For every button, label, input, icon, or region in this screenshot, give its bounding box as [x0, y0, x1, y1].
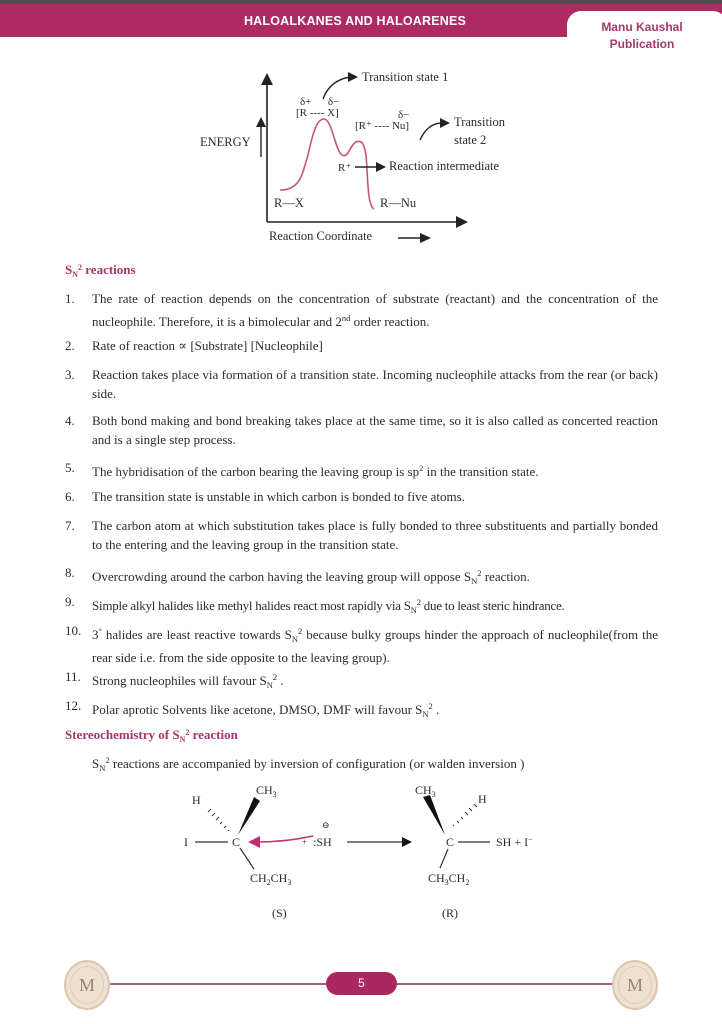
stereochemistry-intro: $S_N^2$ reactions are accompanied by inversion of configuration (or walden inversion )	[92, 755, 525, 773]
ts2-label-line1: Transition	[454, 115, 505, 129]
product-sh-iodide: SH + I−	[496, 835, 533, 849]
stereochemistry-heading: Stereochemistry of $S_N^2$ reaction	[65, 727, 238, 744]
mechanism-graphic	[170, 780, 570, 930]
reaction-coordinate-label: Reaction Coordinate	[269, 229, 373, 243]
ts2-charge: δ−	[398, 109, 410, 121]
reactant-iodine: I	[184, 835, 188, 849]
ts2-label-line2: state 2	[454, 133, 487, 147]
walden-inversion-mechanism	[170, 780, 570, 930]
publisher-seal-left: M	[64, 960, 110, 1010]
product-h: H	[478, 792, 487, 806]
nucleophile-sh: :SH	[313, 835, 332, 849]
page-number: 5	[326, 972, 397, 995]
nucleophile-plus: +	[302, 837, 308, 847]
reactant-h: H	[192, 793, 201, 807]
publisher-seal-right: M	[612, 960, 658, 1010]
product-configuration: (R)	[442, 906, 458, 920]
sn2-heading: $S_N^2$ reactions	[65, 262, 136, 279]
reactant-ch3: $CH_3$	[256, 783, 277, 799]
nucleophile-charge: ⊖	[322, 820, 330, 830]
publisher-name: Manu Kaushal Publication	[601, 20, 683, 51]
energy-profile-diagram	[190, 65, 540, 250]
ts1-label: Transition state 1	[362, 70, 449, 84]
ts1-formula: [R ---- X]	[296, 107, 339, 119]
intermediate-species: R⁺	[338, 162, 352, 174]
reactant-configuration: (S)	[272, 906, 287, 920]
product-ethyl: $CH_3CH_2$	[428, 871, 470, 887]
intermediate-label: Reaction intermediate	[389, 159, 500, 173]
reactant-ethyl: $CH_2CH_3$	[250, 871, 292, 887]
reactant-carbon: C	[232, 835, 241, 849]
ts1-charges: δ+ δ−	[300, 96, 340, 108]
ts2-formula: [R⁺ ---- Nu]	[355, 120, 410, 132]
energy-profile-graphic	[190, 65, 540, 250]
chapter-title: HALOALKANES AND HALOARENES	[243, 14, 467, 28]
product-carbon: C	[446, 835, 455, 849]
product-ch3: $CH_3$	[415, 783, 436, 799]
product-label: R—Nu	[380, 196, 417, 210]
reactant-label: R—X	[274, 196, 304, 210]
energy-axis-label: ENERGY	[200, 135, 251, 149]
